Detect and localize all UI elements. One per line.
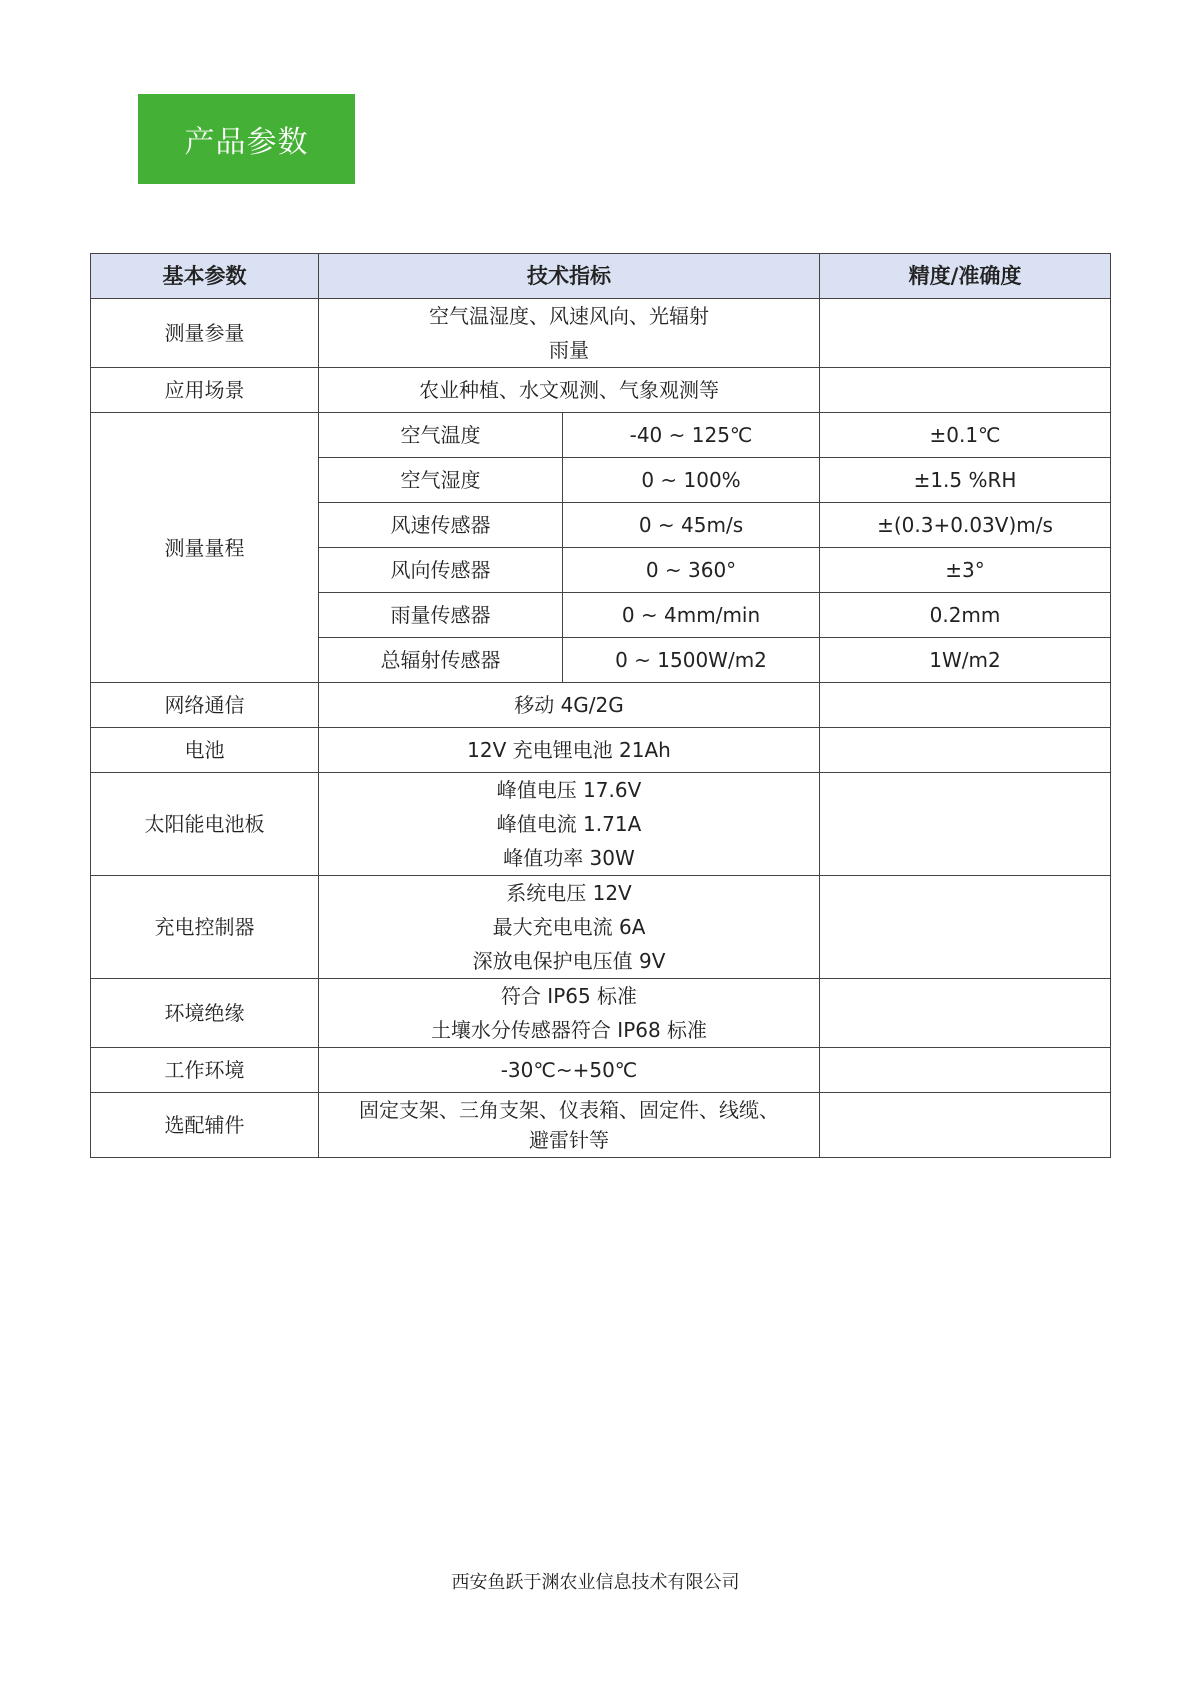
value-battery: 12V 充电锂电池 21Ah (319, 728, 820, 773)
text-line: 固定支架、三角支架、仪表箱、固定件、线缆、 (359, 1098, 779, 1122)
text-line: 峰值功率 30W (503, 846, 635, 870)
text-line: 系统电压 12V (506, 881, 632, 905)
accuracy-battery (820, 728, 1111, 773)
label-accessories: 选配辅件 (91, 1093, 319, 1158)
label-measure-params: 测量参量 (91, 299, 319, 368)
text-line: 峰值电压 17.6V (496, 778, 642, 802)
text-line: 符合 IP65 标准 (500, 984, 638, 1008)
accuracy-work-env (820, 1048, 1111, 1093)
accuracy-insulation (820, 979, 1111, 1048)
spec-table (90, 253, 1111, 1158)
value-insulation (319, 979, 820, 1048)
accuracy-accessories (820, 1093, 1111, 1158)
value-solar (319, 773, 820, 876)
row-solar (91, 773, 1111, 876)
accuracy-network (820, 683, 1111, 728)
range-name: 空气温度 (319, 413, 563, 458)
range-name: 总辐射传感器 (319, 638, 563, 683)
text-line: 深放电保护电压值 9V (472, 949, 666, 973)
accuracy-solar (820, 773, 1111, 876)
text-line: 最大充电电流 6A (492, 915, 646, 939)
label-controller: 充电控制器 (91, 876, 319, 979)
header-spec: 技术指标 (319, 254, 820, 299)
range-value: 0 ~ 360° (563, 548, 820, 593)
text-line: 峰值电流 1.71A (496, 812, 642, 836)
range-accuracy: ±1.5 %RH (820, 458, 1111, 503)
header-row (91, 254, 1111, 299)
range-value: 0 ~ 1500W/m2 (563, 638, 820, 683)
range-accuracy: ±(0.3+0.03V)m/s (820, 503, 1111, 548)
range-value: 0 ~ 100% (563, 458, 820, 503)
range-accuracy: 1W/m2 (820, 638, 1111, 683)
range-value: 0 ~ 45m/s (563, 503, 820, 548)
header-accuracy: 精度/准确度 (820, 254, 1111, 299)
range-name: 风速传感器 (319, 503, 563, 548)
accuracy-controller (820, 876, 1111, 979)
text-line: 土壤水分传感器符合 IP68 标准 (430, 1018, 708, 1042)
header-basic: 基本参数 (91, 254, 319, 299)
row-controller (91, 876, 1111, 979)
range-name: 雨量传感器 (319, 593, 563, 638)
label-network: 网络通信 (91, 683, 319, 728)
label-battery: 电池 (91, 728, 319, 773)
row-scenario (91, 368, 1111, 413)
text-line: 雨量 (549, 338, 589, 362)
section-title: 产品参数 (184, 125, 309, 160)
footer-company: 西安鱼跃于渊农业信息技术有限公司 (451, 1572, 740, 1593)
row-insulation (91, 979, 1111, 1048)
accuracy-measure-params (820, 299, 1111, 368)
row-network (91, 683, 1111, 728)
row-work-env (91, 1048, 1111, 1093)
value-accessories (319, 1093, 820, 1158)
row-battery (91, 728, 1111, 773)
range-value: 0 ~ 4mm/min (563, 593, 820, 638)
label-scenario: 应用场景 (91, 368, 319, 413)
row-accessories (91, 1093, 1111, 1158)
section-title-badge (138, 94, 355, 184)
range-accuracy: 0.2mm (820, 593, 1111, 638)
accuracy-scenario (820, 368, 1111, 413)
value-scenario: 农业种植、水文观测、气象观测等 (319, 368, 820, 413)
range-accuracy: ±0.1℃ (820, 413, 1111, 458)
label-work-env: 工作环境 (91, 1048, 319, 1093)
text-line: 空气温湿度、风速风向、光辐射 (429, 304, 709, 328)
range-accuracy: ±3° (820, 548, 1111, 593)
value-network: 移动 4G/2G (319, 683, 820, 728)
label-solar: 太阳能电池板 (91, 773, 319, 876)
label-range: 测量量程 (91, 413, 319, 683)
range-name: 风向传感器 (319, 548, 563, 593)
range-name: 空气湿度 (319, 458, 563, 503)
row-measure-params (91, 299, 1111, 368)
value-measure-params (319, 299, 820, 368)
label-insulation: 环境绝缘 (91, 979, 319, 1048)
range-value: -40 ~ 125℃ (563, 413, 820, 458)
value-work-env: -30℃~+50℃ (319, 1048, 820, 1093)
text-line: 避雷针等 (529, 1128, 609, 1152)
range-row (91, 413, 1111, 458)
value-controller (319, 876, 820, 979)
